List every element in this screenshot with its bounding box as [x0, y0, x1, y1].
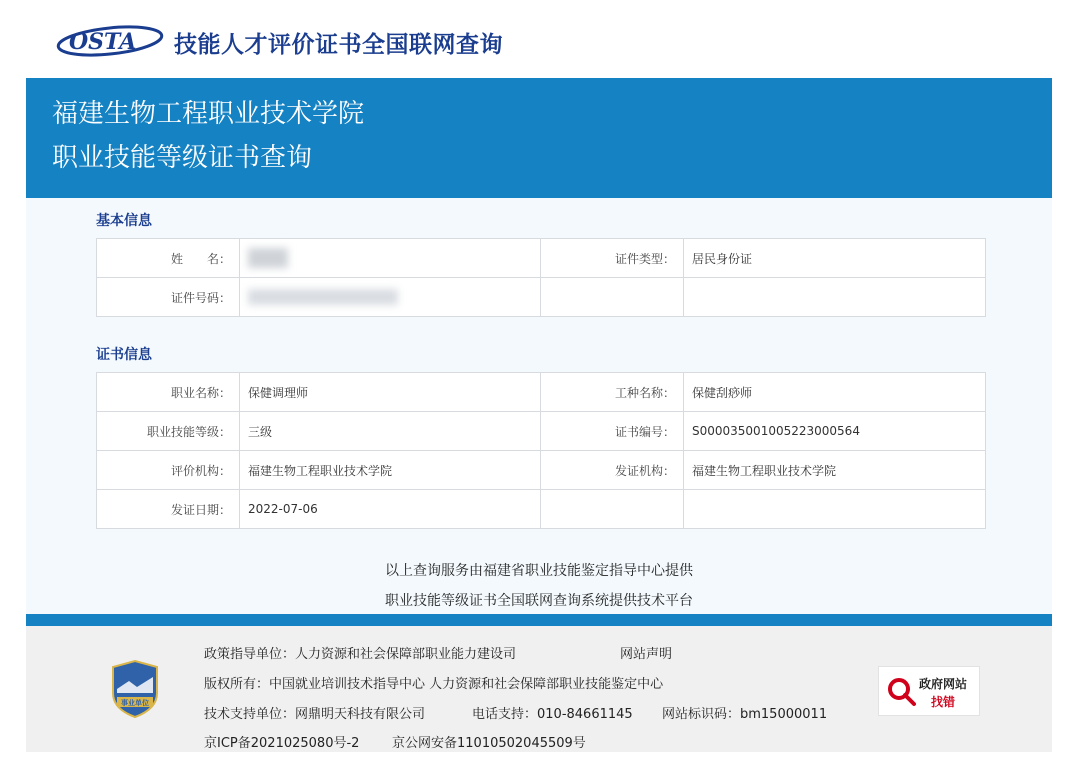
issue-date-label: 发证日期：	[97, 490, 240, 529]
cert-info-heading: 证书信息	[96, 347, 152, 363]
police-record-link[interactable]: 京公网安备11010502045509号	[392, 736, 586, 751]
institution-title: 福建生物工程职业技术学院	[52, 99, 365, 129]
footer-divider	[26, 614, 1052, 626]
phone-support: 电话支持：010-84661145	[472, 707, 633, 722]
tech-support: 技术支持单位：网鼎明天科技有限公司	[204, 707, 426, 722]
site-statement-link[interactable]: 网站声明	[620, 647, 673, 662]
occupation-label: 职业名称：	[97, 373, 240, 412]
site-footer	[26, 626, 1052, 752]
site-title: 技能人才评价证书全国联网查询	[174, 32, 503, 58]
issuer-value: 福建生物工程职业技术学院	[684, 451, 986, 490]
issuer-label: 发证机构：	[541, 451, 684, 490]
name-value	[240, 239, 541, 278]
table-row	[97, 490, 986, 529]
id-type-value: 居民身份证	[684, 239, 986, 278]
empty-cell	[684, 278, 986, 317]
gov-error-report-button[interactable]	[878, 666, 980, 716]
badge-text: 事业单位	[121, 699, 149, 707]
skill-level-label: 职业技能等级：	[97, 412, 240, 451]
site-code: 网站标识码：bm15000011	[662, 707, 828, 722]
basic-info-table	[96, 238, 986, 317]
page-banner	[26, 78, 1052, 198]
table-row	[97, 412, 986, 451]
empty-cell	[541, 490, 684, 529]
table-row	[97, 373, 986, 412]
logo-text: OSTA	[69, 29, 137, 55]
evaluator-value: 福建生物工程职业技术学院	[240, 451, 541, 490]
osta-logo[interactable]	[55, 22, 165, 58]
basic-info-heading: 基本信息	[96, 213, 152, 229]
redacted-name	[248, 248, 288, 268]
empty-cell	[541, 278, 684, 317]
gov-badge-subtitle: 找错	[931, 695, 956, 709]
evaluator-label: 评价机构：	[97, 451, 240, 490]
cert-number-value: S000035001005223000564	[684, 412, 986, 451]
copyright: 版权所有：中国就业培训技术指导中心 人力资源和社会保障部职业技能鉴定中心	[204, 677, 664, 692]
public-institution-badge-icon[interactable]	[109, 659, 161, 719]
skill-level-value: 三级	[240, 412, 541, 451]
table-row	[97, 239, 986, 278]
issue-date-value: 2022-07-06	[240, 490, 541, 529]
job-type-label: 工种名称：	[541, 373, 684, 412]
platform-notice: 职业技能等级证书全国联网查询系统提供技术平台	[385, 593, 693, 609]
id-number-value	[240, 278, 541, 317]
job-type-value: 保健刮痧师	[684, 373, 986, 412]
empty-cell	[684, 490, 986, 529]
site-header	[0, 0, 1080, 78]
service-notice: 以上查询服务由福建省职业技能鉴定指导中心提供	[385, 563, 693, 579]
name-label: 姓 名：	[97, 239, 240, 278]
magnifier-icon	[885, 675, 917, 707]
policy-unit: 政策指导单位：人力资源和社会保障部职业能力建设司	[204, 647, 517, 662]
redacted-id-number	[248, 289, 398, 305]
id-type-label: 证件类型：	[541, 239, 684, 278]
icp-link[interactable]: 京ICP备2021025080号-2	[204, 736, 360, 751]
gov-badge-title: 政府网站	[919, 677, 968, 691]
id-number-label: 证件号码：	[97, 278, 240, 317]
table-row	[97, 451, 986, 490]
cert-info-table	[96, 372, 986, 529]
table-row	[97, 278, 986, 317]
result-content	[26, 198, 1052, 614]
page-title: 职业技能等级证书查询	[52, 143, 313, 173]
cert-number-label: 证书编号：	[541, 412, 684, 451]
occupation-value: 保健调理师	[240, 373, 541, 412]
